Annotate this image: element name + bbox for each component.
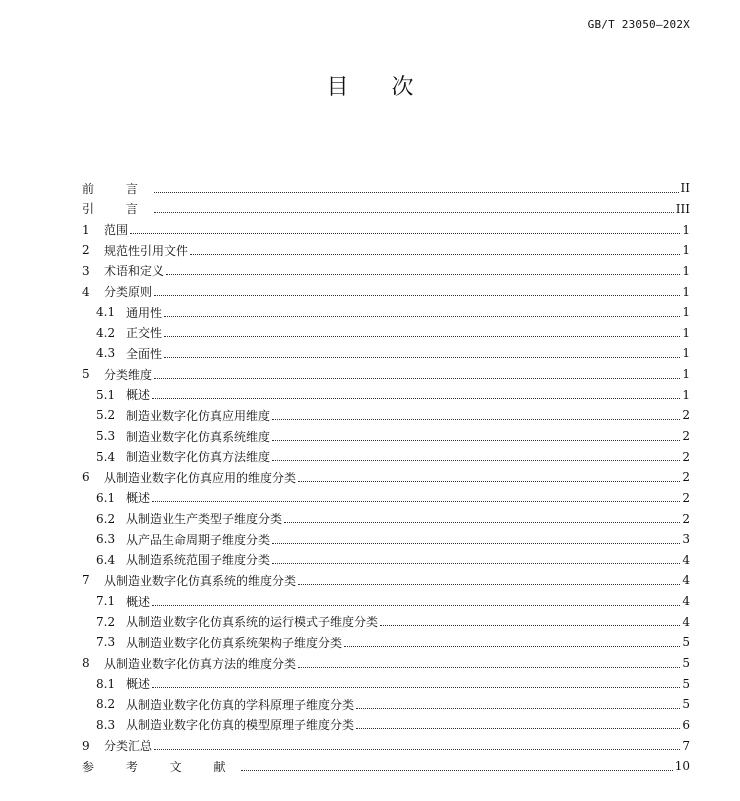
toc-entry[interactable] (82, 219, 690, 240)
toc-entry-label: 概述 (126, 677, 151, 692)
toc-dot-leader (154, 749, 680, 750)
toc-entry[interactable] (82, 178, 690, 199)
toc-entry-page: 2 (682, 449, 690, 464)
toc-entry-number: 6.4 (96, 552, 116, 567)
toc-dot-leader (272, 543, 680, 544)
toc-dot-leader (298, 667, 680, 668)
toc-entry[interactable] (82, 508, 690, 529)
toc-entry-label: 从产品生命周期子维度分类 (126, 532, 271, 547)
toc-entry-page: 2 (682, 511, 690, 526)
toc-entry-label: 概述 (126, 388, 151, 403)
toc-entry-label: 分类汇总 (104, 739, 153, 754)
toc-entry[interactable] (82, 240, 690, 261)
toc-entry-label: 正交性 (126, 326, 163, 341)
toc-dot-leader (272, 563, 680, 564)
toc-entry[interactable] (82, 446, 690, 467)
toc-entry-page: 4 (682, 573, 690, 588)
toc-entry-number: 4.2 (96, 325, 116, 340)
toc-entry-page: 2 (682, 490, 690, 505)
page-title: 目 次 (326, 75, 414, 100)
toc-entry-label: 从制造业数字化仿真应用的维度分类 (104, 470, 297, 485)
toc-dot-leader (166, 274, 680, 275)
toc-entry-label: 通用性 (126, 305, 163, 320)
toc-entry-label: 制造业数字化仿真方法维度 (126, 450, 271, 465)
toc-dot-leader (298, 584, 680, 585)
toc-entry-label: 分类维度 (104, 367, 153, 382)
toc-entry-page: 2 (682, 429, 690, 443)
toc-entry-number: 7 (82, 573, 90, 588)
toc-entry-page: 2 (682, 408, 690, 423)
toc-dot-leader (356, 708, 680, 709)
toc-entry[interactable] (82, 550, 690, 571)
toc-entry-page: 1 (682, 387, 690, 402)
toc-dot-leader (190, 254, 680, 255)
toc-entry-number: 1 (82, 222, 90, 237)
toc-entry-page: 5 (682, 697, 690, 712)
toc-dot-leader (152, 687, 680, 688)
toc-dot-leader (154, 295, 680, 296)
toc-entry-number: 4 (82, 284, 90, 299)
toc-entry-page: 5 (682, 635, 690, 650)
toc-dot-leader (272, 419, 680, 420)
toc-dot-leader (130, 233, 680, 234)
toc-entry-label: 从制造业生产类型子维度分类 (126, 512, 283, 527)
toc-entry-number: 7.2 (96, 614, 116, 629)
toc-entry[interactable] (82, 653, 690, 674)
toc-entry-number: 5.3 (96, 429, 116, 443)
toc-entry-page: 1 (682, 346, 690, 361)
toc-entry[interactable] (82, 384, 690, 405)
toc-entry-label: 概述 (126, 491, 151, 506)
toc-entry[interactable] (82, 261, 690, 282)
toc-entry[interactable] (82, 715, 690, 736)
toc-entry-page: 4 (682, 614, 690, 629)
toc-entry[interactable] (82, 632, 690, 653)
toc-entry-number: 8 (82, 656, 90, 671)
toc-entry-page: 1 (682, 305, 690, 320)
toc-entry-page: 3 (682, 532, 690, 547)
toc-entry-label: 引 言 (82, 202, 152, 217)
toc-entry-page: 10 (674, 759, 690, 774)
toc-entry-number: 5 (82, 367, 90, 382)
toc-entry-page: 1 (682, 284, 690, 299)
toc-entry-label: 从制造业数字化仿真系统的运行模式子维度分类 (126, 615, 379, 630)
toc-dot-leader (272, 460, 680, 461)
toc-entry[interactable] (82, 611, 690, 632)
toc-dot-leader (241, 770, 672, 771)
toc-entry[interactable] (82, 364, 690, 385)
toc-entry-number: 5.4 (96, 449, 116, 464)
toc-entry[interactable] (82, 673, 690, 694)
toc-dot-leader (344, 646, 680, 647)
toc-entry-label: 制造业数字化仿真应用维度 (126, 408, 271, 423)
toc-entry[interactable] (82, 694, 690, 715)
toc-entry-label: 分类原则 (104, 285, 153, 300)
toc-entry-page: 1 (682, 222, 690, 237)
toc-entry-number: 7.3 (96, 635, 116, 650)
toc-entry-label: 从制造系统范围子维度分类 (126, 553, 271, 568)
toc-dot-leader (164, 357, 680, 358)
toc-entry-number: 9 (82, 738, 90, 753)
toc-entry-page: 1 (682, 325, 690, 340)
toc-dot-leader (152, 501, 680, 502)
toc-entry-label: 从制造业数字化仿真系统架构子维度分类 (126, 635, 343, 650)
toc-dot-leader (380, 625, 680, 626)
toc-entry-number: 6.3 (96, 532, 116, 547)
toc-dot-leader (356, 728, 680, 729)
toc-entry-number: 6.2 (96, 511, 116, 526)
toc-dot-leader (154, 212, 674, 213)
toc-entry-number: 8.2 (96, 697, 116, 712)
toc-entry-number: 7.1 (96, 594, 116, 609)
toc-entry-page: 1 (682, 367, 690, 382)
toc-entry-label: 从制造业数字化仿真方法的维度分类 (104, 656, 297, 671)
toc-dot-leader (154, 192, 679, 193)
toc-dot-leader (164, 316, 680, 317)
toc-entry[interactable] (82, 488, 690, 509)
toc-entry-page: 6 (682, 717, 690, 732)
table-of-contents (82, 178, 690, 777)
toc-dot-leader (272, 440, 680, 441)
toc-entry-label: 从制造业数字化仿真的学科原理子维度分类 (126, 697, 355, 712)
toc-entry[interactable] (82, 756, 690, 777)
toc-dot-leader (284, 522, 680, 523)
toc-entry-number: 4.1 (96, 305, 116, 320)
toc-entry[interactable] (82, 426, 690, 447)
toc-entry-label: 范围 (104, 223, 129, 238)
toc-entry-label: 全面性 (126, 346, 163, 361)
toc-entry-page: II (680, 181, 690, 196)
toc-entry-page: III (675, 201, 690, 216)
toc-entry-page: 5 (682, 676, 690, 691)
toc-entry-number: 8.3 (96, 717, 116, 732)
toc-entry-page: 5 (682, 656, 690, 671)
toc-entry[interactable] (82, 199, 690, 220)
toc-entry[interactable] (82, 281, 690, 302)
toc-entry-page: 4 (682, 594, 690, 609)
toc-entry-number: 5.2 (96, 408, 116, 423)
toc-entry-page: 2 (682, 470, 690, 485)
toc-entry[interactable] (82, 302, 690, 323)
toc-entry-label: 制造业数字化仿真系统维度 (126, 429, 271, 444)
toc-entry-label: 从制造业数字化仿真的模型原理子维度分类 (126, 718, 355, 733)
toc-entry[interactable] (82, 570, 690, 591)
toc-entry[interactable] (82, 591, 690, 612)
toc-entry-label: 从制造业数字化仿真系统的维度分类 (104, 573, 297, 588)
toc-dot-leader (154, 378, 680, 379)
toc-entry-number: 5.1 (96, 387, 116, 402)
toc-dot-leader (152, 605, 680, 606)
toc-entry-number: 3 (82, 263, 90, 278)
toc-dot-leader (152, 398, 680, 399)
toc-entry-label: 参 考 文 献 (82, 759, 240, 774)
toc-entry-page: 1 (682, 263, 690, 278)
toc-entry-page: 4 (682, 552, 690, 567)
toc-entry-number: 4.3 (96, 346, 116, 361)
toc-entry-label: 前 言 (82, 181, 152, 196)
toc-entry-number: 6.1 (96, 490, 116, 505)
toc-dot-leader (298, 481, 680, 482)
toc-entry[interactable] (82, 343, 690, 364)
toc-entry-label: 术语和定义 (104, 264, 165, 279)
document-code: GB/T 23050—202X (587, 18, 690, 31)
toc-entry[interactable] (82, 735, 690, 756)
toc-entry-page: 7 (682, 738, 690, 753)
toc-entry-number: 2 (82, 243, 90, 258)
toc-entry-page: 1 (682, 243, 690, 258)
toc-dot-leader (164, 336, 680, 337)
toc-entry[interactable] (82, 405, 690, 426)
toc-entry-number: 8.1 (96, 676, 116, 691)
toc-entry-label: 规范性引用文件 (104, 243, 189, 258)
toc-entry-label: 概述 (126, 594, 151, 609)
toc-entry[interactable] (82, 467, 690, 488)
toc-entry[interactable] (82, 322, 690, 343)
toc-entry[interactable] (82, 529, 690, 550)
toc-entry-number: 6 (82, 470, 90, 485)
